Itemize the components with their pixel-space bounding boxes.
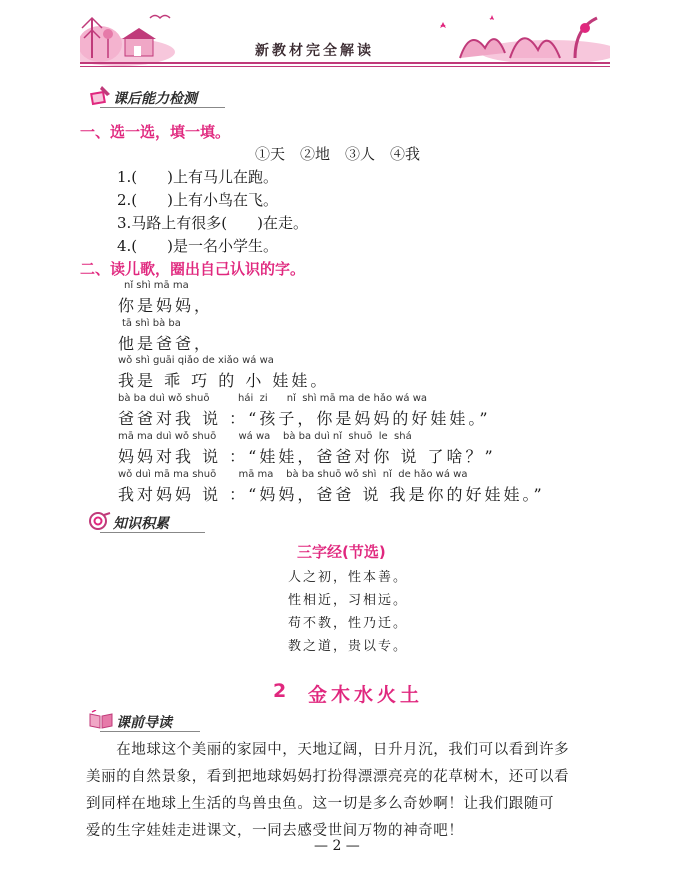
question-1-title: 一、选一选，填一填。 [80, 123, 231, 141]
poem-line: 性相近，习相远。 [288, 593, 409, 608]
section-underline [100, 731, 200, 732]
paragraph-line: 到同样在地球上生活的鸟兽虫鱼。这一切是多么奇妙啊！让我们跟随可 [86, 796, 555, 812]
pinyin-line: wǒ duì mā ma shuō mā ma bà ba shuō wǒ shì nǐ de hǎo wá wa [118, 469, 468, 480]
section-heading-practice: 课后能力检测 [113, 91, 197, 107]
poem-line: 教之道，贵以专。 [288, 639, 409, 654]
header-rule-thin [80, 66, 610, 67]
swirl-icon [88, 511, 112, 531]
question-1-item: 3.马路上有很多( )在走。 [117, 214, 309, 232]
pinyin-line: tā shì bà ba [122, 318, 181, 329]
poem-line: 苟不教，性乃迁。 [288, 616, 409, 631]
paragraph-line: 美丽的自然景象，看到把地球妈妈打扮得漂漂亮亮的花草树木，还可以看 [86, 769, 570, 785]
rhyme-line: 妈妈对我 说 ：“娃娃，爸爸对你 说 了啥？” [118, 447, 496, 466]
header-rule [80, 62, 610, 64]
pinyin-line: mā ma duì wǒ shuō wá wa bà ba duì nǐ shuō le shá [118, 431, 412, 442]
paragraph-line: 在地球这个美丽的家园中，天地辽阔，日升月沉，我们可以看到许多 [86, 742, 570, 758]
paragraph-line: 爱的生字娃娃走进课文，一同去感受世间万物的神奇吧！ [86, 823, 464, 839]
question-1-options: ①天 ②地 ③人 ④我 [255, 145, 421, 163]
poem-line: 人之初，性本善。 [288, 570, 409, 585]
section-underline [100, 107, 225, 108]
section-heading-preview: 课前导读 [116, 715, 172, 731]
pinyin-line: nǐ shì mā ma [124, 280, 189, 291]
lesson-title: 金木水火土 [308, 684, 424, 706]
rhyme-line: 爸爸对我 说 ：“孩子，你是妈妈的好娃娃。” [118, 409, 491, 428]
question-1-item: 1.( )上有马儿在跑。 [117, 168, 279, 186]
section-underline [100, 532, 205, 533]
question-1-item: 4.( )是一名小学生。 [117, 237, 279, 255]
open-book-icon [88, 710, 114, 730]
rhyme-line: 我对妈妈 说 ：“妈妈，爸爸 说 我是你的好娃娃。” [118, 485, 545, 504]
rhyme-line: 我是 乖 巧 的 小 娃娃。 [118, 371, 330, 390]
header-title: 新教材完全解读 [255, 43, 374, 59]
rhyme-line: 你是妈妈， [118, 296, 214, 315]
pinyin-line: bà ba duì wǒ shuō hái zi nǐ shì mā ma de hǎo wá wa [118, 393, 428, 404]
pinyin-line: wǒ shì guāi qiǎo de xiǎo wá wa [118, 355, 274, 366]
question-1-item: 2.( )上有小鸟在飞。 [117, 191, 279, 209]
lesson-number: 2 [273, 680, 291, 702]
page-number: — 2 — [314, 838, 360, 854]
rhyme-line: 他是爸爸， [118, 334, 214, 353]
pencil-book-icon [88, 84, 112, 108]
poem-title: 三字经(节选) [297, 543, 386, 561]
question-2-title: 二、读儿歌，圈出自己认识的字。 [80, 260, 306, 278]
intro-paragraph [86, 737, 646, 845]
section-heading-knowledge: 知识积累 [113, 516, 169, 532]
